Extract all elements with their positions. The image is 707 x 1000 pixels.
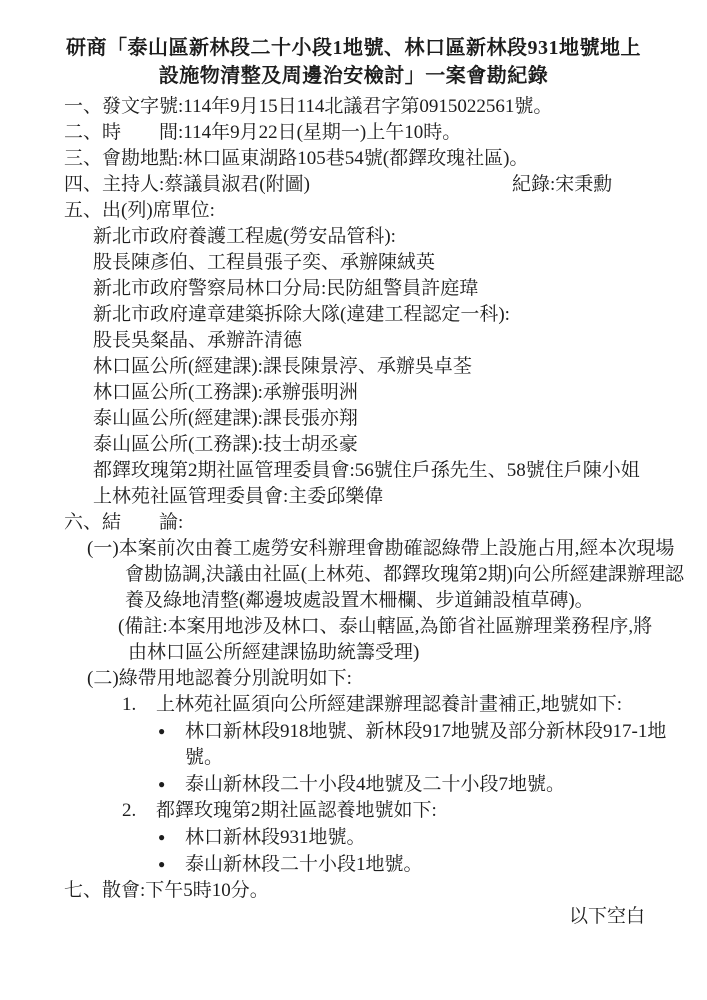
title-line-1: 研商「泰山區新林段二十小段1地號、林口區新林段931地號地上 <box>66 37 641 59</box>
attendee-line: 新北市政府違章建築拆除大隊(違建工程認定一科): <box>93 304 510 325</box>
attendee-line: 新北市政府警察局林口分局:民防組警員許庭瑋 <box>93 278 479 299</box>
item-text: 都鐸玫瑰第2期社區認養地號如下: <box>156 800 437 821</box>
bullet-icon: ● <box>158 857 166 871</box>
bullet-item <box>0 771 707 798</box>
numbered-item-2 <box>0 798 707 824</box>
attendee-line: 新北市政府養護工程處(勞安品管科): <box>93 226 396 247</box>
conclusion-item-1-line: 會勘協調,決議由社區(上林苑、都鐸玫瑰第2期)向公所經建課辦理認 <box>125 564 684 585</box>
attendee-line: 林口區公所(工務課):承辦張明洲 <box>93 382 358 403</box>
conclusion-heading: 六、結 論: <box>64 512 184 533</box>
location-line: 三、會勘地點:林口區東湖路105巷54號(都鐸玫瑰社區)。 <box>64 148 529 169</box>
blank-below-note: 以下空白 <box>568 906 645 927</box>
conclusion-item-2-heading: (二)綠帶用地認養分別說明如下: <box>87 668 352 689</box>
attendee-line: 都鐸玫瑰第2期社區管理委員會:56號住戶孫先生、58號住戶陳小姐 <box>93 460 640 481</box>
page-title <box>0 34 707 90</box>
bullet-text: 林口新林段931地號。 <box>185 827 366 848</box>
bullet-text: 林口新林段918地號、新林段917地號及部分新林段917-1地 <box>185 721 667 742</box>
doc-number-line: 一、發文字號:114年9月15日114北議君字第0915022561號。 <box>64 96 553 117</box>
bullet-icon: ● <box>158 777 166 791</box>
conclusion-note-line: 由林口區公所經建課協助統籌受理) <box>128 642 420 663</box>
bullet-icon: ● <box>158 724 166 738</box>
bullet-item <box>0 824 707 851</box>
bullet-item-continuation: 號。 <box>185 747 224 768</box>
attendee-line: 上林苑社區管理委員會:主委邱樂偉 <box>93 486 384 507</box>
conclusion-item-1-line: 養及綠地清整(鄰邊坡處設置木柵欄、步道鋪設植草磚)。 <box>125 590 594 611</box>
conclusion-note-line: (備註:本案用地涉及林口、泰山轄區,為節省社區辦理業務程序,將 <box>118 616 653 637</box>
attendee-line: 林口區公所(經建課):課長陳景渟、承辦吳卓荃 <box>93 356 472 377</box>
meeting-time-line: 二、時 間:114年9月22日(星期一)上午10時。 <box>64 122 462 143</box>
title-line-2: 設施物清整及周邊治安檢討」一案會勘紀錄 <box>158 65 549 87</box>
item-text: 上林苑社區須向公所經建課辦理認養計畫補正,地號如下: <box>156 694 623 715</box>
bullet-text: 泰山新林段二十小段1地號。 <box>185 854 423 875</box>
numbered-item-1 <box>0 692 707 718</box>
bullet-item <box>0 851 707 878</box>
bullet-item <box>0 718 707 745</box>
attendees-heading: 五、出(列)席單位: <box>64 200 215 221</box>
closing-line: 七、散會:下午5時10分。 <box>64 880 269 901</box>
item-number: 2. <box>122 800 137 821</box>
attendee-line: 泰山區公所(工務課):技士胡丞豪 <box>93 434 358 455</box>
item-number: 1. <box>122 694 137 715</box>
attendee-line: 股長吳粲晶、承辦許清德 <box>93 330 303 351</box>
host-label: 四、主持人:蔡議員淑君(附圖) <box>64 174 310 195</box>
attendee-line: 股長陳彥伯、工程員張子奕、承辦陳絨英 <box>93 252 436 273</box>
bullet-text: 泰山新林段二十小段4地號及二十小段7地號。 <box>185 774 566 795</box>
attendee-line: 泰山區公所(經建課):課長張亦翔 <box>93 408 358 429</box>
bullet-icon: ● <box>158 830 166 844</box>
conclusion-item-1-line: (一)本案前次由養工處勞安科辦理會勘確認綠帶上設施占用,經本次現場 <box>87 538 675 559</box>
host-line <box>0 172 707 198</box>
recorder-label: 紀錄:宋秉勳 <box>512 174 613 195</box>
document-body <box>0 94 707 930</box>
